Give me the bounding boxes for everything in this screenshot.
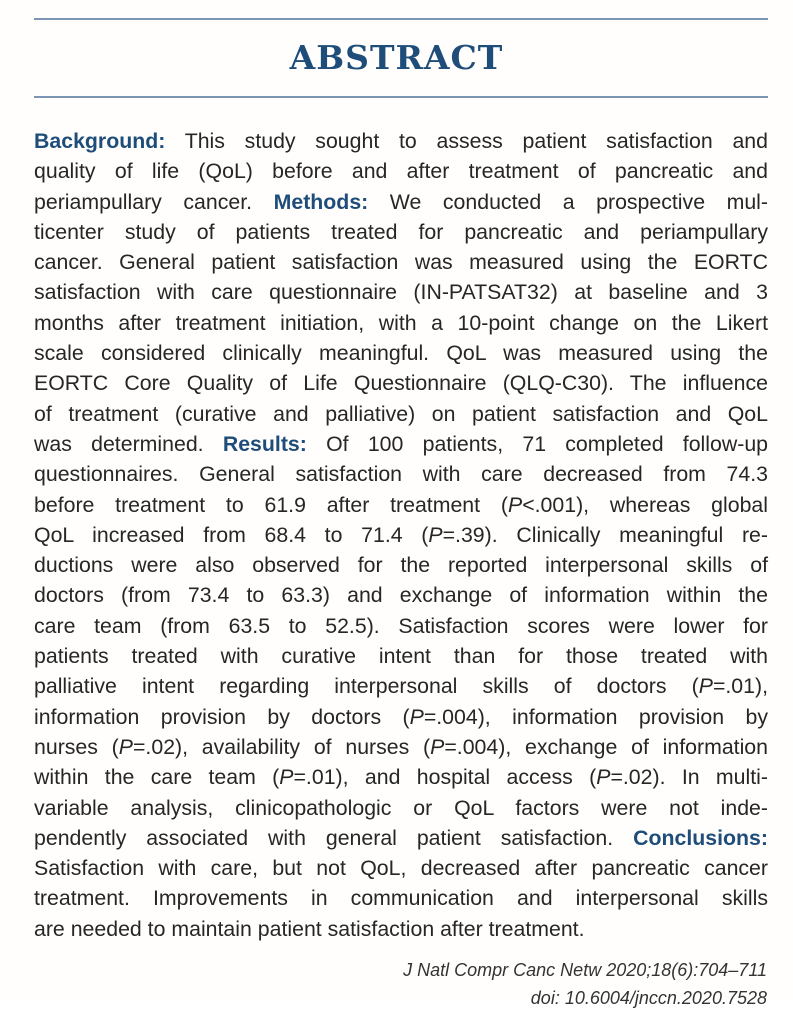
abstract-text: EORTC Core Quality of Life Questionnaire (QLQ-C30). The influence bbox=[34, 371, 768, 396]
section-label: Conclusions: bbox=[633, 825, 768, 850]
section-label: Background: bbox=[34, 129, 166, 153]
abstract-line bbox=[34, 793, 768, 823]
abstract-text: scale considered clinically meaningful. QoL was measured using the bbox=[34, 341, 768, 366]
abstract-body bbox=[34, 126, 768, 944]
abstract-text: periampullary cancer. bbox=[34, 189, 274, 214]
abstract-text: =.02). In multi- bbox=[610, 765, 768, 790]
abstract-line bbox=[34, 338, 768, 368]
abstract-text: palliative intent regarding interpersonal skills of doctors ( bbox=[34, 674, 699, 699]
abstract-text: Of 100 patients, 71 completed follow-up bbox=[306, 431, 769, 456]
p-value-symbol: P bbox=[430, 734, 445, 759]
abstract-text: This study sought to assess patient satisfaction and bbox=[165, 129, 768, 153]
abstract-heading: ABSTRACT bbox=[289, 38, 504, 77]
abstract-text: variable analysis, clinicopathologic or QoL factors were not inde- bbox=[34, 795, 768, 820]
abstract-text: =.004), exchange of information bbox=[444, 734, 768, 759]
abstract-text: =.39). Clinically meaningful re- bbox=[442, 522, 768, 547]
abstract-text: patients treated with curative intent than for those treated with bbox=[34, 644, 768, 669]
abstract-text: information provision by doctors ( bbox=[34, 704, 410, 729]
abstract-line bbox=[34, 308, 768, 338]
abstract-line bbox=[34, 399, 768, 429]
abstract-line bbox=[34, 883, 768, 913]
abstract-line bbox=[34, 429, 768, 459]
abstract-line bbox=[34, 520, 768, 550]
p-value-symbol: P bbox=[279, 765, 294, 790]
abstract-text: care team (from 63.5 to 52.5). Satisfaction scores were lower for bbox=[34, 613, 768, 638]
abstract-text: =.02), availability of nurses ( bbox=[133, 734, 431, 759]
abstract-text: quality of life (QoL) before and after treatment of pancreatic and bbox=[34, 159, 768, 184]
abstract-line bbox=[34, 126, 768, 156]
abstract-text: cancer. General patient satisfaction was measured using the EORTC bbox=[34, 250, 768, 275]
abstract-line bbox=[34, 641, 768, 671]
abstract-text: =.01), and hospital access ( bbox=[293, 765, 597, 790]
p-value-symbol: P bbox=[409, 704, 424, 729]
section-label: Results: bbox=[222, 431, 307, 456]
abstract-text: =.004), information provision by bbox=[423, 704, 768, 729]
abstract-text: ductions were also observed for the reported interpersonal skills of bbox=[34, 553, 768, 578]
abstract-line bbox=[34, 580, 768, 610]
abstract-text: <.001), whereas global bbox=[522, 492, 768, 517]
abstract-text: ticenter study of patients treated for pancreatic and periampullary bbox=[34, 219, 768, 244]
abstract-text: within the care team ( bbox=[34, 765, 280, 790]
abstract-line bbox=[34, 187, 768, 217]
p-value-symbol: P bbox=[428, 522, 443, 547]
p-value-symbol: P bbox=[596, 765, 611, 790]
journal-citation: J Natl Compr Canc Netw 2020;18(6):704–711 bbox=[403, 960, 767, 980]
abstract-text: doctors (from 73.4 to 63.3) and exchange of information within the bbox=[34, 583, 768, 608]
p-value-symbol: P bbox=[698, 674, 713, 699]
abstract-line bbox=[34, 611, 768, 641]
abstract-text: =.01), bbox=[712, 674, 768, 699]
abstract-text: pendently associated with general patient satisfaction. bbox=[34, 825, 634, 850]
top-rule bbox=[34, 18, 768, 20]
abstract-line bbox=[34, 823, 768, 853]
abstract-text: of treatment (curative and palliative) on patient satisfaction and QoL bbox=[34, 401, 768, 426]
abstract-text: We conducted a prospective mul- bbox=[368, 189, 768, 214]
abstract-line bbox=[34, 277, 768, 307]
abstract-text: months after treatment initiation, with a 10-point change on the Likert bbox=[34, 310, 768, 335]
abstract-text: satisfaction with care questionnaire (IN-PATSAT32) at baseline and 3 bbox=[34, 280, 768, 305]
abstract-line bbox=[34, 490, 768, 520]
abstract-text: are needed to maintain patient satisfaction after treatment. bbox=[34, 916, 585, 941]
p-value-symbol: P bbox=[118, 734, 133, 759]
abstract-text: was determined. bbox=[34, 431, 223, 456]
abstract-text: treatment. Improvements in communication and interpersonal skills bbox=[34, 886, 768, 911]
abstract-line bbox=[34, 762, 768, 792]
section-label: Methods: bbox=[273, 189, 369, 214]
abstract-text: nurses ( bbox=[34, 734, 119, 759]
abstract-line bbox=[34, 702, 768, 732]
abstract-line bbox=[34, 156, 768, 186]
abstract-line bbox=[34, 368, 768, 398]
abstract-line bbox=[34, 671, 768, 701]
abstract-text: QoL increased from 68.4 to 71.4 ( bbox=[34, 522, 429, 547]
abstract-line bbox=[34, 459, 768, 489]
abstract-line bbox=[34, 732, 768, 762]
abstract-line bbox=[34, 914, 768, 944]
abstract-text: before treatment to 61.9 after treatment ( bbox=[34, 492, 508, 517]
heading-rule bbox=[34, 96, 768, 98]
p-value-symbol: P bbox=[507, 492, 523, 517]
abstract-line bbox=[34, 550, 768, 580]
abstract-line bbox=[34, 853, 768, 883]
abstract-line bbox=[34, 217, 768, 247]
abstract-text: Satisfaction with care, but not QoL, decreased after pancreatic cancer bbox=[34, 856, 768, 881]
abstract-text: questionnaires. General satisfaction with care decreased from 74.3 bbox=[34, 462, 768, 487]
doi-line: doi: 10.6004/jnccn.2020.7528 bbox=[530, 988, 767, 1008]
abstract-line bbox=[34, 247, 768, 277]
